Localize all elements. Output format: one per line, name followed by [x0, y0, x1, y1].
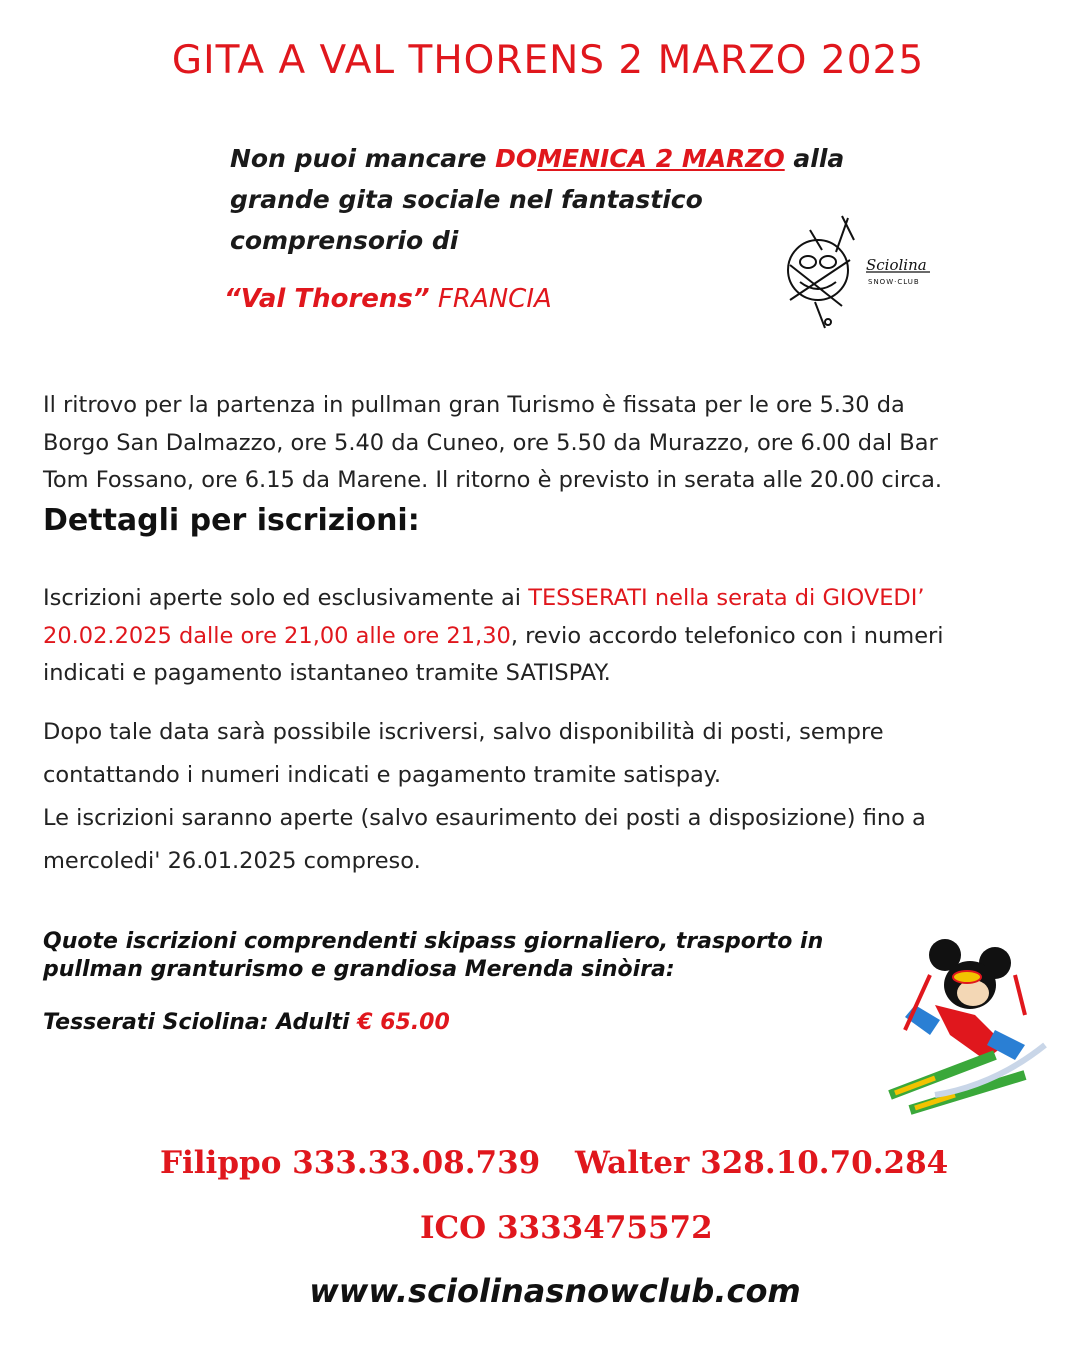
intro-line-1 — [230, 138, 870, 179]
price-label: Tesserati Sciolina: Adulti — [43, 1010, 358, 1035]
registration-line-1 — [43, 580, 1043, 618]
intro-line-1-end: alla — [784, 144, 845, 173]
destination — [224, 284, 552, 314]
meeting-line: Borgo San Dalmazzo, ore 5.40 da Cuneo, ore 5.50 da Murazzo, ore 6.00 dal Bar — [43, 429, 938, 456]
registration-highlight: TESSERATI nella serata di GIOVEDI’ — [528, 585, 925, 611]
meeting-line: Il ritrovo per la partenza in pullman gran Turismo è fissata per le ore 5.30 da — [43, 392, 905, 418]
price-line — [43, 1010, 450, 1035]
intro-date-part-1: DO — [495, 144, 538, 173]
destination-name: “Val Thorens” — [224, 284, 430, 314]
website-link[interactable]: www.sciolinasnowclub.com — [309, 1272, 801, 1310]
contact-ico: ICO 3333475572 — [420, 1210, 713, 1246]
after-paragraph — [43, 711, 1043, 883]
registration-line-2 — [43, 618, 1043, 656]
registration-line-3: indicati e pagamento istantaneo tramite SATISPAY. — [43, 660, 611, 686]
quote-line: pullman granturismo e grandiosa Merenda sinòira: — [43, 957, 675, 982]
logo-tagline-text: SNOW·CLUB — [868, 278, 920, 286]
registration-text: Iscrizioni aperte solo ed esclusivamente ai — [43, 585, 529, 611]
intro-line-2: grande gita sociale nel fantastico — [230, 185, 703, 214]
logo-brand-text: Sciolina — [866, 256, 927, 274]
details-heading: Dettagli per iscrizioni: — [43, 503, 420, 538]
meeting-line: Tom Fossano, ore 6.15 da Marene. Il ritorno è previsto in serata alle 20.00 circa. — [43, 467, 943, 493]
intro-date-part-2: MENICA 2 MARZO — [537, 144, 785, 173]
quote-paragraph — [43, 928, 863, 984]
mickey-skier-illustration — [875, 935, 1055, 1120]
intro-line-1-text: Non puoi mancare — [230, 144, 496, 173]
meeting-paragraph — [43, 387, 1043, 500]
after-line: Le iscrizioni saranno aperte (salvo esaurimento dei posti a disposizione) fino a — [43, 805, 926, 831]
intro-line-3: comprensorio di — [230, 226, 459, 255]
registration-text: , revio accordo telefonico con i numeri — [510, 622, 944, 649]
registration-time-highlight: 20.02.2025 dalle ore 21,00 alle ore 21,30 — [43, 622, 511, 649]
after-line: Dopo tale data sarà possibile iscriversi, salvo disponibilità di posti, sempre — [43, 719, 884, 745]
after-line: mercoledi' 26.01.2025 compreso. — [43, 848, 421, 874]
page-title: GITA A VAL THORENS 2 MARZO 2025 — [171, 38, 925, 83]
contact-walter: Walter 328.10.70.284 — [575, 1145, 949, 1181]
quote-line: Quote iscrizioni comprendenti skipass giornaliero, trasporto in — [43, 929, 824, 954]
contact-filippo: Filippo 333.33.08.739 — [160, 1145, 541, 1181]
registration-paragraph — [43, 580, 1043, 693]
sciolina-logo — [770, 210, 940, 335]
price-value: € 65.00 — [357, 1010, 450, 1035]
after-line: contattando i numeri indicati e pagamento tramite satispay. — [43, 762, 722, 788]
destination-country: FRANCIA — [429, 284, 552, 314]
